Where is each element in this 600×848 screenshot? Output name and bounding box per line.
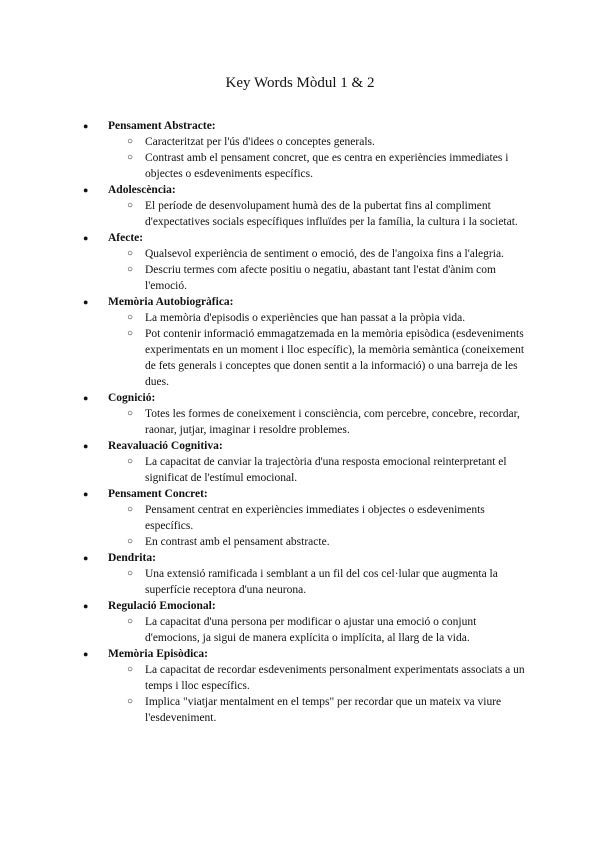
definition-text: La capacitat de canviar la trajectòria d'una resposta emocional reinterpretant el significat de l'estímul emocional.	[145, 456, 507, 484]
bullet-circle-icon: ○	[127, 616, 134, 627]
definition-list	[90, 198, 530, 230]
definition-text: Totes les formes de coneixement i consciència, com percebre, concebre, recordar, raonar, jutjar, imaginar i resoldre problemes.	[145, 408, 520, 436]
term-item	[83, 118, 530, 182]
definition-list	[90, 310, 530, 390]
definition-list	[90, 406, 530, 438]
bullet-dot-icon: ●	[83, 601, 89, 611]
definition-item	[127, 150, 530, 182]
definition-item	[127, 694, 530, 726]
definition-item	[127, 534, 530, 550]
definition-text: Una extensió ramificada i semblant a un fil del cos cel·lular que augmenta la superfície receptora d'una neurona.	[145, 568, 498, 596]
definition-item	[127, 262, 530, 294]
bullet-circle-icon: ○	[127, 504, 134, 515]
definition-text: Contrast amb el pensament concret, que es centra en experiències immediates i objectes o esdeveniments específics.	[145, 152, 509, 180]
term-item	[83, 230, 530, 294]
term-name: Memòria Autobiogràfica:	[108, 296, 234, 308]
definition-text: Pot contenir informació emmagatzemada en la memòria episòdica (esdeveniments experimentats en un moment i lloc específic), la memòria semàntica (coneixement de fets generals i conceptes que donen sentit a la informació) o una barreja de les dues.	[145, 328, 525, 388]
definition-list	[90, 614, 530, 646]
bullet-dot-icon: ●	[83, 441, 89, 451]
term-item	[83, 438, 530, 486]
term-name: Pensament Concret:	[108, 488, 208, 500]
bullet-circle-icon: ○	[127, 152, 134, 163]
bullet-circle-icon: ○	[127, 200, 134, 211]
definition-item	[127, 246, 530, 262]
definition-item	[127, 662, 530, 694]
term-item	[83, 182, 530, 230]
bullet-circle-icon: ○	[127, 264, 134, 275]
term-item	[83, 646, 530, 726]
definition-item	[127, 502, 530, 534]
bullet-circle-icon: ○	[127, 664, 134, 675]
definition-item	[127, 326, 530, 390]
bullet-circle-icon: ○	[127, 536, 134, 547]
definition-text: La memòria d'episodis o experiències que han passat a la pròpia vida.	[145, 312, 466, 324]
term-item	[83, 486, 530, 550]
bullet-circle-icon: ○	[127, 568, 134, 579]
definition-list	[90, 502, 530, 550]
bullet-circle-icon: ○	[127, 408, 134, 419]
term-item	[83, 294, 530, 390]
term-name: Memòria Episòdica:	[108, 648, 208, 660]
term-item	[83, 390, 530, 438]
definition-text: La capacitat d'una persona per modificar o ajustar una emoció o conjunt d'emocions, ja sigui de manera explícita o implícita, al llarg de la vida.	[145, 616, 477, 644]
definition-item	[127, 406, 530, 438]
definition-list	[90, 566, 530, 598]
definition-text: La capacitat de recordar esdeveniments personalment experimentats associats a un temps i lloc específics.	[145, 664, 525, 692]
bullet-dot-icon: ●	[83, 393, 89, 403]
definition-item	[127, 566, 530, 598]
definition-list	[90, 134, 530, 182]
term-item	[83, 598, 530, 646]
bullet-dot-icon: ●	[83, 121, 89, 131]
term-name: Regulació Emocional:	[108, 600, 216, 612]
definition-list	[90, 454, 530, 486]
term-name: Reavaluació Cognitiva:	[108, 440, 223, 452]
bullet-dot-icon: ●	[83, 489, 89, 499]
bullet-dot-icon: ●	[83, 233, 89, 243]
key-words-list	[0, 118, 530, 726]
bullet-dot-icon: ●	[83, 553, 89, 563]
term-name: Dendrita:	[108, 552, 156, 564]
definition-item	[127, 134, 530, 150]
term-name: Cognició:	[108, 392, 156, 404]
definition-item	[127, 198, 530, 230]
definition-text: Caracteritzat per l'ús d'idees o conceptes generals.	[145, 136, 375, 148]
definition-text: Implica "viatjar mentalment en el temps" per recordar que un mateix va viure l'esdeveniment.	[145, 696, 502, 724]
term-name: Pensament Abstracte:	[108, 120, 216, 132]
definition-text: Qualsevol experiència de sentiment o emoció, des de l'angoixa fins a l'alegria.	[145, 248, 504, 260]
document-title: Key Words Mòdul 1 & 2	[225, 75, 375, 91]
definition-list	[90, 662, 530, 726]
bullet-dot-icon: ●	[83, 297, 89, 307]
definition-item	[127, 454, 530, 486]
definition-text: En contrast amb el pensament abstracte.	[145, 536, 330, 548]
term-name: Afecte:	[108, 232, 144, 244]
bullet-dot-icon: ●	[83, 649, 89, 659]
bullet-circle-icon: ○	[127, 248, 134, 259]
definition-list	[90, 246, 530, 294]
definition-item	[127, 614, 530, 646]
term-item	[83, 550, 530, 598]
definition-text: El període de desenvolupament humà des de la pubertat fins al compliment d'expectatives socials específiques influïdes per la família, la cultura i la societat.	[145, 200, 518, 228]
bullet-circle-icon: ○	[127, 328, 134, 339]
bullet-circle-icon: ○	[127, 456, 134, 467]
definition-text: Pensament centrat en experiències immediates i objectes o esdeveniments específics.	[145, 504, 485, 532]
bullet-circle-icon: ○	[127, 696, 134, 707]
bullet-dot-icon: ●	[83, 185, 89, 195]
bullet-circle-icon: ○	[127, 136, 134, 147]
term-name: Adolescència:	[108, 184, 176, 196]
definition-text: Descriu termes com afecte positiu o negatiu, abastant tant l'estat d'ànim com l'emoció.	[145, 264, 496, 292]
definition-item	[127, 310, 530, 326]
bullet-circle-icon: ○	[127, 312, 134, 323]
